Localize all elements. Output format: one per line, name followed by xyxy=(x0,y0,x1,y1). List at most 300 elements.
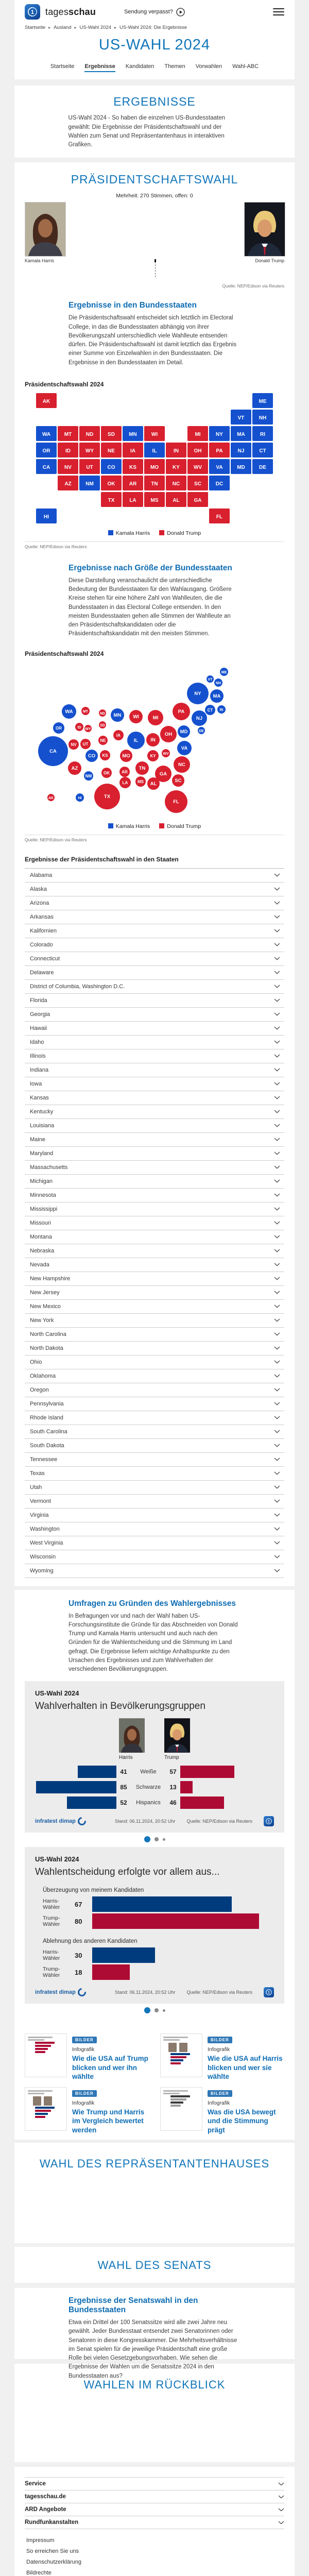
state-tile-NV[interactable] xyxy=(58,459,78,474)
state-tile-FL[interactable] xyxy=(209,509,230,523)
us-states-bubble-cartogram xyxy=(25,663,284,817)
svg-text:GA: GA xyxy=(194,497,202,503)
state-accordion-row-nebraska[interactable] xyxy=(25,1244,284,1258)
size-section-title[interactable]: Ergebnisse nach Größe der Bundesstaaten xyxy=(68,563,232,572)
ard-logo-icon xyxy=(264,1816,274,1826)
state-accordion-row-florida[interactable] xyxy=(25,994,284,1008)
state-bubble-MI[interactable] xyxy=(148,710,163,725)
demographic-row-wei-e xyxy=(35,1766,274,1778)
svg-text:UT: UT xyxy=(86,464,93,470)
svg-text:CA: CA xyxy=(49,748,57,754)
state-accordion-row-pennsylvania[interactable] xyxy=(25,1397,284,1411)
tab-vorwahlen[interactable]: Vorwahlen xyxy=(195,63,222,70)
breadcrumb-item-ausland[interactable]: Ausland xyxy=(54,25,72,30)
state-bubble-SD[interactable] xyxy=(99,721,106,728)
state-tile-AZ[interactable] xyxy=(58,476,78,490)
play-icon[interactable] xyxy=(176,8,185,16)
harris-votes-value: 226 xyxy=(29,266,40,274)
trump-votes-bar xyxy=(138,263,284,276)
state-name: Hawaii xyxy=(30,1025,47,1031)
state-accordion-row-maine[interactable] xyxy=(25,1133,284,1147)
chevron-down-icon xyxy=(274,971,280,974)
svg-text:PA: PA xyxy=(216,448,223,454)
harris-value: 41 xyxy=(120,1768,127,1776)
state-accordion-row-south-carolina[interactable] xyxy=(25,1425,284,1439)
chevron-down-icon xyxy=(274,1138,280,1141)
chevron-down-icon xyxy=(274,1374,280,1378)
teaser-title[interactable]: Wie die USA auf Harris blicken und wer sie wählte xyxy=(208,2055,283,2080)
footer-link-bildrechte[interactable]: Bildrechte xyxy=(26,2570,52,2576)
state-accordion-row-new-york[interactable] xyxy=(25,1314,284,1328)
legend-swatch xyxy=(108,530,113,535)
trump-bar xyxy=(92,1964,130,1980)
svg-text:HI: HI xyxy=(78,796,82,800)
tagesschau-wordmark[interactable]: tagesschau xyxy=(45,6,96,17)
source-note: Quelle: NEP/Edison via Reuters xyxy=(25,837,87,842)
state-bubble-MN[interactable] xyxy=(111,708,124,722)
state-name: Illinois xyxy=(30,1053,46,1059)
house-heading: WAHL DES REPRÄSENTANTENHAUSES xyxy=(39,2157,270,2171)
state-tile-PA[interactable] xyxy=(209,443,230,457)
state-accordion-row-arkansas[interactable] xyxy=(25,910,284,924)
breadcrumb-item-startseite[interactable]: Startseite xyxy=(25,25,46,30)
voter-group-value: 80 xyxy=(75,1917,82,1925)
state-tile-GA[interactable] xyxy=(187,492,208,507)
state-bubble-WI[interactable] xyxy=(129,710,143,723)
state-bubble-IL[interactable] xyxy=(127,732,145,749)
state-accordion-row-kalifornien[interactable] xyxy=(25,924,284,938)
svg-text:MT: MT xyxy=(82,709,89,714)
chevron-down-icon xyxy=(274,1054,280,1058)
state-tile-DE[interactable] xyxy=(252,459,273,474)
legend-item-donald-trump xyxy=(159,530,201,536)
state-accordion-row-wyoming[interactable] xyxy=(25,1564,284,1578)
state-accordion-row-indiana[interactable] xyxy=(25,1063,284,1077)
demographic-row-schwarze xyxy=(35,1781,274,1793)
state-bubble-ID[interactable] xyxy=(75,723,83,731)
state-bubble-MA[interactable] xyxy=(210,689,224,703)
footer-accordion-tagesschau-de[interactable] xyxy=(25,2490,284,2503)
tagesschau-logo[interactable] xyxy=(25,4,40,20)
state-tile-AK[interactable] xyxy=(36,393,57,408)
us-states-result-map xyxy=(25,393,284,524)
state-bubble-TX[interactable] xyxy=(94,784,120,809)
state-bubble-WY[interactable] xyxy=(84,725,92,732)
state-name: Washington xyxy=(30,1526,60,1532)
svg-text:MA: MA xyxy=(237,431,245,437)
state-accordion-row-illinois[interactable] xyxy=(25,1049,284,1063)
footer-accordion-rundfunkanstalten[interactable] xyxy=(25,2516,284,2529)
svg-text:TX: TX xyxy=(108,497,115,503)
svg-text:OR: OR xyxy=(42,448,50,454)
tab-startseite[interactable]: Startseite xyxy=(50,63,75,70)
breadcrumb-item-us-wahl-2024-die-ergebnisse[interactable]: US-Wahl 2024: Die Ergebnisse xyxy=(119,25,187,30)
state-bubble-NV[interactable] xyxy=(68,739,79,750)
teaser-wie-die-usa-auf-trump-blicken-und-wer-ihn-w-hlte[interactable] xyxy=(25,2033,149,2081)
state-name: Maine xyxy=(30,1136,45,1143)
state-tile-MA[interactable] xyxy=(231,426,251,441)
majority-note: Mehrheit: 270 Stimmen, offen: 0 xyxy=(116,193,193,199)
reason-row-harris-w-hler xyxy=(35,1896,274,1912)
state-tile-IN[interactable] xyxy=(166,443,186,457)
state-name: Arkansas xyxy=(30,913,54,920)
state-tile-OK[interactable] xyxy=(101,476,122,490)
source-note: Quelle: NEP/Edison via Reuters xyxy=(222,283,284,289)
state-bubble-DE[interactable] xyxy=(198,727,205,734)
svg-text:CO: CO xyxy=(107,464,115,470)
carousel-dot[interactable] xyxy=(154,1837,159,1841)
breadcrumb-item-us-wahl-2024[interactable]: US-Wahl 2024 xyxy=(79,25,111,30)
tab-wahl-abc[interactable]: Wahl-ABC xyxy=(232,63,259,70)
svg-text:ID: ID xyxy=(77,725,81,730)
teaser-thumbnail xyxy=(25,2033,67,2077)
state-tile-DC[interactable] xyxy=(209,476,230,490)
state-bubble-VT[interactable] xyxy=(207,675,214,683)
state-tile-UT[interactable] xyxy=(79,459,100,474)
state-accordion-row-north-dakota[interactable] xyxy=(25,1342,284,1355)
svg-text:NC: NC xyxy=(172,481,180,487)
state-accordion-row-maryland[interactable] xyxy=(25,1147,284,1161)
svg-text:NH: NH xyxy=(259,415,267,421)
state-accordion-row-virginia[interactable] xyxy=(25,1509,284,1522)
map-legend xyxy=(25,530,284,536)
voter-group-label: Trump-Wähler xyxy=(43,1966,60,1979)
svg-text:SC: SC xyxy=(194,481,201,487)
harris-label: Harris xyxy=(119,1755,133,1761)
state-bubble-VA[interactable] xyxy=(177,741,192,755)
chevron-down-icon xyxy=(274,1207,280,1211)
teaser-wie-trump-und-harris-im-vergleich-bewertet-werden[interactable] xyxy=(25,2087,149,2134)
state-bubble-MS[interactable] xyxy=(135,776,146,787)
state-tile-MT[interactable] xyxy=(58,426,78,441)
state-tile-MD[interactable] xyxy=(231,459,251,474)
state-bubble-MD[interactable] xyxy=(178,725,190,738)
reason-row-harris-w-hler xyxy=(35,1947,274,1963)
svg-text:CT: CT xyxy=(207,707,213,713)
svg-text:NY: NY xyxy=(194,690,201,697)
state-bubble-KY[interactable] xyxy=(147,750,159,761)
state-accordion-row-idaho[interactable] xyxy=(25,1036,284,1049)
state-accordion-row-south-dakota[interactable] xyxy=(25,1439,284,1453)
demographics-diverging-chart xyxy=(35,1766,274,1809)
state-tile-VT[interactable] xyxy=(231,410,251,425)
svg-text:TX: TX xyxy=(104,793,111,800)
state-bubble-FL[interactable] xyxy=(165,790,187,813)
state-bubble-IA[interactable] xyxy=(113,730,124,740)
carousel-dot[interactable] xyxy=(163,1838,165,1841)
state-tile-ID[interactable] xyxy=(58,443,78,457)
state-bubble-CT[interactable] xyxy=(205,705,215,715)
tab-ergebnisse[interactable]: Ergebnisse xyxy=(84,63,115,72)
state-tile-NC[interactable] xyxy=(166,476,186,490)
state-accordion-row-connecticut[interactable] xyxy=(25,952,284,966)
state-bubble-CA[interactable] xyxy=(38,736,68,766)
state-accordion-row-montana[interactable] xyxy=(25,1230,284,1244)
breadcrumb-separator-icon: ▸ xyxy=(48,25,51,30)
footer-accordion-ard-angebote[interactable] xyxy=(25,2503,284,2516)
state-accordion-row-texas[interactable] xyxy=(25,1467,284,1481)
svg-text:AR: AR xyxy=(122,769,128,774)
chevron-down-icon xyxy=(274,1402,280,1405)
chevron-down-icon xyxy=(274,1485,280,1489)
state-accordion-row-minnesota[interactable] xyxy=(25,1189,284,1202)
trump-value: 57 xyxy=(169,1768,177,1776)
state-accordion-row-ohio[interactable] xyxy=(25,1355,284,1369)
state-name: Massachusetts xyxy=(30,1164,68,1171)
state-tile-KY[interactable] xyxy=(166,459,186,474)
state-tile-CA[interactable] xyxy=(36,459,57,474)
state-accordion-row-washington[interactable] xyxy=(25,1522,284,1536)
reasons-bar-chart xyxy=(35,1887,274,1980)
footer-link-so-erreichen-sie-uns[interactable]: So erreichen Sie uns xyxy=(26,2548,79,2555)
state-accordion-row-michigan[interactable] xyxy=(25,1175,284,1189)
state-tile-AL[interactable] xyxy=(166,492,186,507)
state-accordion-row-iowa[interactable] xyxy=(25,1077,284,1091)
chart-title: Wahlverhalten in Bevölkerungsgruppen xyxy=(35,1701,205,1712)
state-accordion-row-louisiana[interactable] xyxy=(25,1119,284,1133)
state-tile-RI[interactable] xyxy=(252,426,273,441)
state-accordion-row-arizona[interactable] xyxy=(25,896,284,910)
state-tile-MS[interactable] xyxy=(144,492,165,507)
state-accordion-row-nevada[interactable] xyxy=(25,1258,284,1272)
harris-bar-track xyxy=(35,1781,116,1793)
state-bubble-WA[interactable] xyxy=(62,704,76,719)
svg-text:RI: RI xyxy=(219,708,224,712)
svg-text:VA: VA xyxy=(216,464,223,470)
state-accordion-row-missouri[interactable] xyxy=(25,1216,284,1230)
surveys-text: In Befragungen vor und nach der Wahl haben US-Forschungsinstitute die Gründe für das Abschneiden von Donald Trump und Kamala Harris untersucht und auch nach den Gründen für die Wahlentscheidung und die Stimmung im Land gefragt. Die Ergebnisse liefern wichtige Anhaltspunkte zu den Ursachen des Ergebnisses und zum Wahlverhalten der verschiedenen Bevölkerungsgruppen. xyxy=(68,1613,238,1673)
teaser-kicker: Infografik xyxy=(208,2046,230,2053)
svg-text:VA: VA xyxy=(181,745,188,751)
teaser-title[interactable]: Wie die USA auf Trump blicken und wer ihn wählte xyxy=(72,2055,148,2080)
state-tile-NH[interactable] xyxy=(252,410,273,425)
svg-text:IL: IL xyxy=(152,448,157,454)
state-tile-MN[interactable] xyxy=(123,426,143,441)
tab-kandidaten[interactable]: Kandidaten xyxy=(125,63,154,70)
state-tile-TN[interactable] xyxy=(144,476,165,490)
state-bubble-IN[interactable] xyxy=(146,733,160,747)
state-bubble-AZ[interactable] xyxy=(68,761,81,775)
state-tile-OH[interactable] xyxy=(187,443,208,457)
state-tile-HI[interactable] xyxy=(36,509,57,523)
hamburger-menu-icon[interactable] xyxy=(273,6,284,18)
footer-link-datenschutzerkl-rung[interactable]: Datenschutzerklärung xyxy=(26,2559,82,2566)
state-bubble-NC[interactable] xyxy=(174,756,190,773)
carousel-dot[interactable] xyxy=(163,2009,165,2012)
state-bubble-HI[interactable] xyxy=(76,793,84,802)
state-tile-ND[interactable] xyxy=(79,426,100,441)
state-bubble-TN[interactable] xyxy=(135,761,149,775)
state-name: New Hampshire xyxy=(30,1275,71,1282)
state-name: New Jersey xyxy=(30,1289,60,1296)
state-tile-LA[interactable] xyxy=(123,492,143,507)
carousel-dot-active[interactable] xyxy=(144,2007,150,2013)
chart-kicker: US-Wahl 2024 xyxy=(35,1855,79,1863)
state-tile-WA[interactable] xyxy=(36,426,57,441)
svg-text:NJ: NJ xyxy=(237,448,245,454)
state-tile-NE[interactable] xyxy=(101,443,122,457)
state-tile-KS[interactable] xyxy=(123,459,143,474)
state-tile-NY[interactable] xyxy=(209,426,230,441)
state-bubble-AK[interactable] xyxy=(47,794,55,801)
state-bubble-PA[interactable] xyxy=(173,703,190,720)
state-bubble-CO[interactable] xyxy=(85,750,98,762)
state-name: Oregon xyxy=(30,1386,49,1393)
state-accordion-row-north-carolina[interactable] xyxy=(25,1328,284,1342)
state-tile-WV[interactable] xyxy=(187,459,208,474)
trump-votes-value: 312 xyxy=(269,266,280,274)
state-bubble-ND[interactable] xyxy=(99,709,106,717)
state-accordion-row-alabama[interactable] xyxy=(25,869,284,883)
state-accordion-row-hawaii[interactable] xyxy=(25,1022,284,1036)
state-bubble-ME[interactable] xyxy=(220,668,228,676)
state-tile-SD[interactable] xyxy=(101,426,122,441)
state-bubble-SC[interactable] xyxy=(172,774,184,787)
reason-group-label: Überzeugung von meinem Kandidaten xyxy=(43,1887,144,1894)
state-bubble-NM[interactable] xyxy=(84,771,93,781)
state-tile-NJ[interactable] xyxy=(231,443,251,457)
state-bubble-RI[interactable] xyxy=(217,705,226,714)
state-accordion-row-vermont[interactable] xyxy=(25,1495,284,1509)
state-accordion-row-utah[interactable] xyxy=(25,1481,284,1495)
footer-link-impressum[interactable]: Impressum xyxy=(26,2537,55,2544)
state-accordion-row-tennessee[interactable] xyxy=(25,1453,284,1467)
chevron-down-icon xyxy=(274,1360,280,1364)
state-accordion-row-kentucky[interactable] xyxy=(25,1105,284,1119)
state-accordion-row-georgia[interactable] xyxy=(25,1008,284,1022)
svg-text:NY: NY xyxy=(216,431,223,437)
state-accordion-row-new-mexico[interactable] xyxy=(25,1300,284,1314)
state-tile-IA[interactable] xyxy=(123,443,143,457)
state-bubble-LA[interactable] xyxy=(119,777,131,788)
state-accordion-row-massachusetts[interactable] xyxy=(25,1161,284,1175)
svg-text:1: 1 xyxy=(268,1991,270,1995)
state-bubble-OH[interactable] xyxy=(160,726,177,742)
state-bubble-MO[interactable] xyxy=(120,750,132,762)
state-tile-ME[interactable] xyxy=(252,393,273,408)
harris-bar xyxy=(67,1797,116,1809)
state-tile-AR[interactable] xyxy=(123,476,143,490)
electoral-votes-bar[interactable] xyxy=(25,263,284,276)
state-bubble-KS[interactable] xyxy=(100,750,110,760)
state-tile-WY[interactable] xyxy=(79,443,100,457)
trump-value: 13 xyxy=(169,1784,177,1791)
chevron-down-icon xyxy=(274,1026,280,1030)
state-accordion-row-mississippi[interactable] xyxy=(25,1202,284,1216)
senate-results-title[interactable]: Ergebnisse der Senatswahl in den Bundesstaaten xyxy=(68,2296,198,2315)
legend-swatch xyxy=(159,823,164,828)
carousel-dot-active[interactable] xyxy=(144,1836,150,1842)
chevron-down-icon xyxy=(274,1165,280,1169)
state-bubble-NJ[interactable] xyxy=(192,710,207,726)
state-name: Alaska xyxy=(30,886,47,892)
svg-text:IN: IN xyxy=(174,448,179,454)
teaser-title[interactable]: Was die USA bewegt und die Stimmung prägt xyxy=(208,2108,276,2134)
state-bubble-AL[interactable] xyxy=(147,777,160,790)
state-accordion-row-oklahoma[interactable] xyxy=(25,1369,284,1383)
state-tile-CT[interactable] xyxy=(252,443,273,457)
state-tile-VA[interactable] xyxy=(209,459,230,474)
state-name: Florida xyxy=(30,997,47,1004)
carousel-dot[interactable] xyxy=(154,2008,159,2012)
state-tile-CO[interactable] xyxy=(101,459,122,474)
state-name: Missouri xyxy=(30,1219,51,1226)
category-label: Weiße xyxy=(140,1769,157,1775)
svg-text:OK: OK xyxy=(107,481,115,487)
state-tile-OR[interactable] xyxy=(36,443,57,457)
state-bubble-OK[interactable] xyxy=(101,768,112,778)
tab-themen[interactable]: Themen xyxy=(164,63,185,70)
svg-text:NV: NV xyxy=(71,742,77,747)
state-name: Nebraska xyxy=(30,1247,55,1254)
state-accordion-row-district-of-columbia-washington-d-c[interactable] xyxy=(25,980,284,994)
footer-accordion-service[interactable] xyxy=(25,2478,284,2490)
chevron-down-icon xyxy=(274,1541,280,1545)
voter-group-value: 30 xyxy=(75,1951,82,1959)
teaser-title[interactable]: Wie Trump und Harris im Vergleich bewertet werden xyxy=(72,2108,145,2134)
state-name: New Mexico xyxy=(30,1303,61,1310)
trump-bar-track xyxy=(180,1781,262,1793)
state-tile-MI[interactable] xyxy=(187,426,208,441)
state-bubble-NH[interactable] xyxy=(214,679,222,687)
footer-accordion-label: Service xyxy=(25,2481,46,2487)
teaser-wie-die-usa-auf-harris-blicken-und-wer-sie-w-hlte[interactable] xyxy=(160,2033,284,2081)
state-name: Maryland xyxy=(30,1150,54,1157)
state-bubble-UT[interactable] xyxy=(80,739,91,749)
trump-caption: Donald Trump xyxy=(255,258,284,264)
state-name: Oklahoma xyxy=(30,1372,56,1379)
state-accordion-row-kansas[interactable] xyxy=(25,1091,284,1105)
state-bubble-WV[interactable] xyxy=(162,749,170,757)
state-tile-TX[interactable] xyxy=(101,492,122,507)
state-accordion-row-rhode-island[interactable] xyxy=(25,1411,284,1425)
chevron-down-icon xyxy=(274,1304,280,1308)
harris-portrait-image xyxy=(25,202,66,257)
state-accordion-row-oregon[interactable] xyxy=(25,1383,284,1397)
svg-text:IA: IA xyxy=(130,448,135,454)
state-accordion-row-west-virginia[interactable] xyxy=(25,1536,284,1550)
state-bubble-OR[interactable] xyxy=(53,722,64,734)
state-bubble-AR[interactable] xyxy=(119,767,130,777)
state-tile-NM[interactable] xyxy=(79,476,100,490)
harris-bar xyxy=(92,1947,155,1963)
state-accordion-row-delaware[interactable] xyxy=(25,966,284,980)
sendung-verpasst-link[interactable] xyxy=(124,8,185,16)
state-accordion-row-wisconsin[interactable] xyxy=(25,1550,284,1564)
state-accordion-row-new-jersey[interactable] xyxy=(25,1286,284,1300)
chevron-down-icon xyxy=(274,901,280,905)
states-section-title[interactable]: Ergebnisse in den Bundesstaaten xyxy=(68,301,197,310)
state-bubble-NE[interactable] xyxy=(98,736,108,745)
chevron-down-icon xyxy=(274,1012,280,1016)
breadcrumb-separator-icon: ▸ xyxy=(74,25,77,30)
state-tile-SC[interactable] xyxy=(187,476,208,490)
svg-text:CO: CO xyxy=(88,753,96,759)
state-tile-MO[interactable] xyxy=(144,459,165,474)
state-accordion-row-colorado[interactable] xyxy=(25,938,284,952)
state-bubble-NY[interactable] xyxy=(187,683,209,704)
state-tile-WI[interactable] xyxy=(144,426,165,441)
state-accordion-row-new-hampshire[interactable] xyxy=(25,1272,284,1286)
teaser-was-die-usa-bewegt-und-die-stimmung-pr-gt[interactable] xyxy=(160,2087,284,2134)
infografik-teaser-grid xyxy=(25,2033,284,2134)
state-tile-IL[interactable] xyxy=(144,443,165,457)
state-accordion-row-alaska[interactable] xyxy=(25,883,284,896)
surveys-title[interactable]: Umfragen zu Gründen des Wahlergebnisses xyxy=(68,1599,236,1608)
svg-text:1: 1 xyxy=(268,1820,270,1824)
surveys-card xyxy=(14,1590,295,2140)
state-bubble-MT[interactable] xyxy=(81,707,90,715)
